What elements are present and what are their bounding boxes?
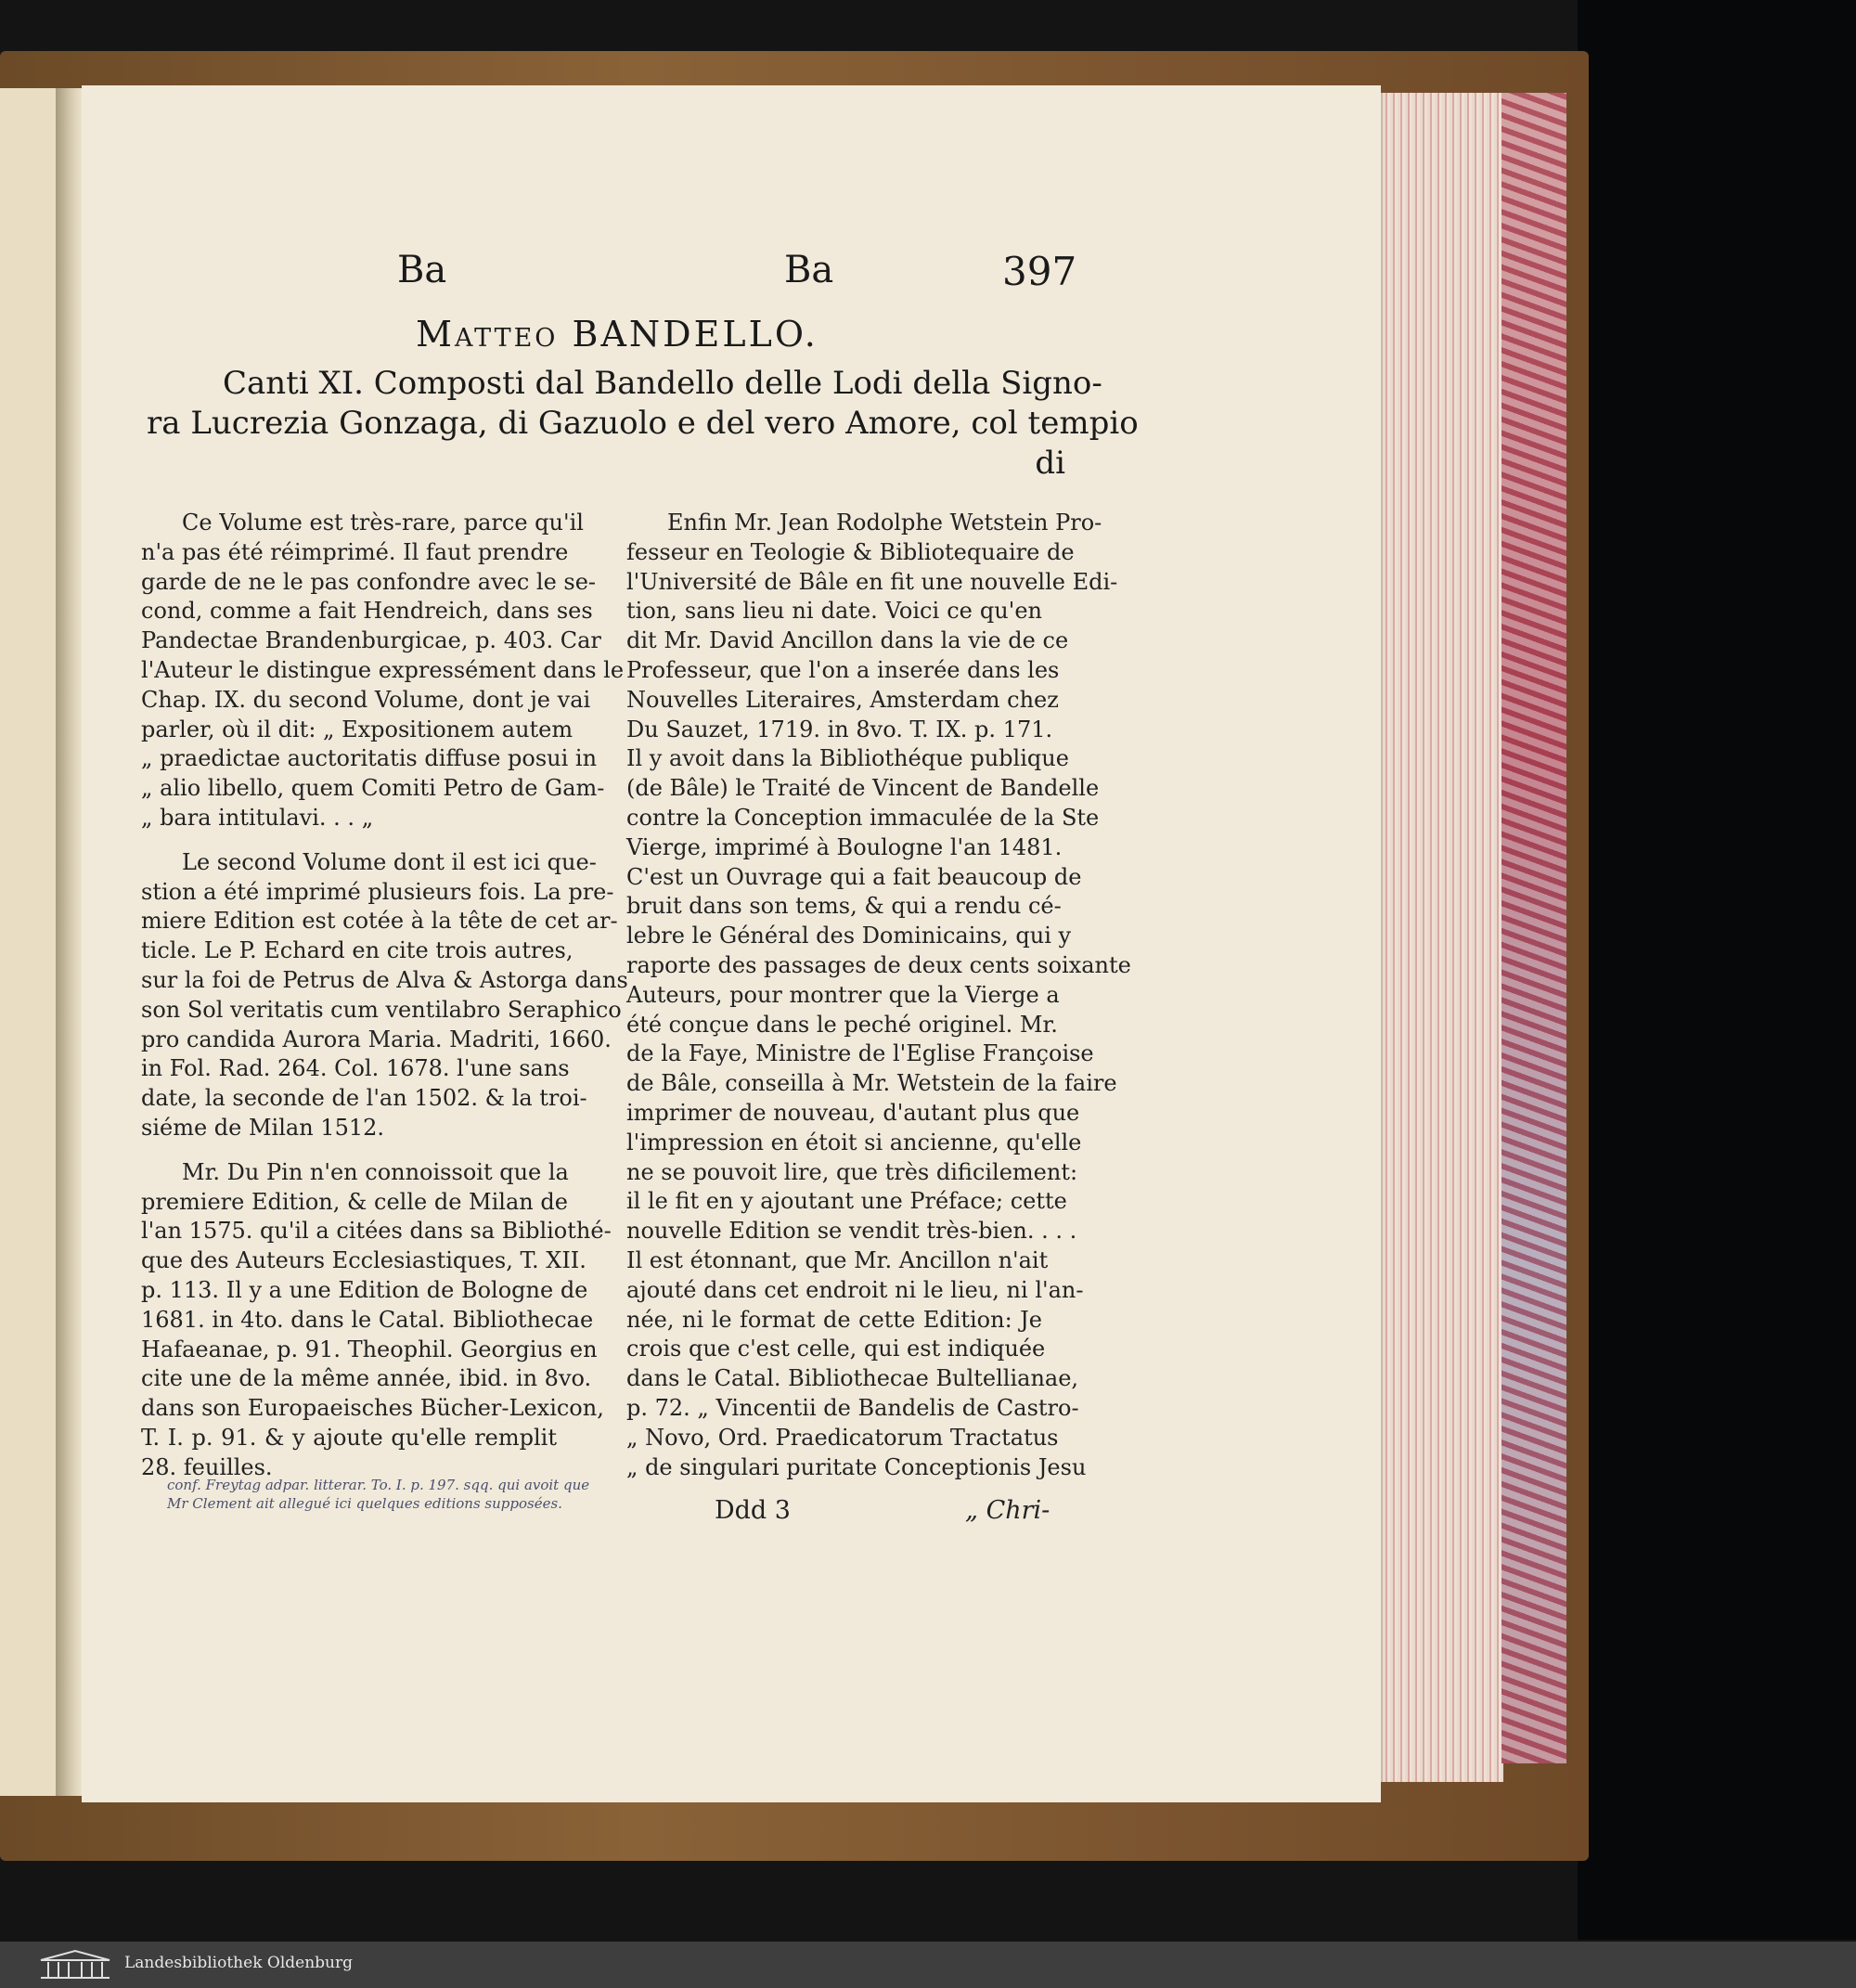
text-line: dans le Catal. Bibliothecae Bultellianae,	[626, 1365, 1079, 1392]
text-line: Il y avoit dans la Bibliothéque publique	[626, 745, 1069, 772]
text-line: miere Edition est cotée à la tête de cet ar-	[141, 908, 618, 935]
text-line: fesseur en Teologie & Bibliotequaire de	[626, 538, 1075, 565]
text-line: Enfin Mr. Jean Rodolphe Wetstein Pro-	[667, 510, 1102, 536]
text-line: siéme de Milan 1512.	[141, 1114, 385, 1141]
text-line: parler, où il dit: „ Expositionem autem	[141, 716, 574, 742]
text-line: „ praedictae auctoritatis diffuse posui in	[141, 745, 598, 772]
entry-title	[399, 314, 835, 355]
text-line: l'an 1575. qu'il a citées dans sa Bibliothé-	[141, 1218, 612, 1245]
text-line: sur la foi de Petrus de Alva & Astorga dans	[141, 966, 628, 993]
text-line: été conçue dans le peché originel. Mr.	[626, 1011, 1058, 1038]
text-line: C'est un Ouvrage qui a fait beaucoup de	[626, 863, 1082, 890]
page-number: 397	[1002, 249, 1077, 294]
text-line: l'Université de Bâle en fit une nouvelle Edi-	[626, 568, 1118, 595]
text-line: Du Sauzet, 1719. in 8vo. T. IX. p. 171.	[626, 716, 1053, 742]
text-line: Il est étonnant, que Mr. Ancillon n'ait	[626, 1246, 1049, 1273]
text-line: „ Novo, Ord. Praedicatorum Tractatus	[626, 1424, 1059, 1451]
text-line: l'impression en étoit si ancienne, qu'elle	[626, 1129, 1082, 1155]
text-line: nouvelle Edition se vendit très-bien. . . .	[626, 1218, 1077, 1245]
running-head-center: Ba	[784, 249, 834, 291]
text-line: Le second Volume dont il est ici que-	[182, 848, 597, 875]
text-line: pro candida Aurora Maria. Madriti, 1660.	[141, 1026, 612, 1052]
title-last-name: BANDELLO.	[572, 314, 818, 355]
text-line: ajouté dans cet endroit ni le lieu, ni l'an-	[626, 1276, 1084, 1303]
text-line: Auteurs, pour montrer que la Vierge a	[626, 981, 1060, 1008]
text-line: premiere Edition, & celle de Milan de	[141, 1188, 568, 1215]
text-line: bruit dans son tems, & qui a rendu cé-	[626, 893, 1062, 920]
text-line: de Bâle, conseilla à Mr. Wetstein de la faire	[626, 1070, 1117, 1097]
catchword: „ Chri-	[965, 1496, 1050, 1525]
book-gutter	[56, 88, 84, 1796]
text-line: Nouvelles Literaires, Amsterdam chez	[626, 686, 1059, 713]
page-edges	[1381, 93, 1503, 1782]
text-line: cite une de la même année, ibid. in 8vo.	[141, 1365, 592, 1392]
marbled-endpaper	[1502, 93, 1572, 1763]
text-line: imprimer de nouveau, d'autant plus que	[626, 1099, 1080, 1126]
entry-intro	[147, 364, 1139, 484]
text-line: dans son Europaeisches Bücher-Lexicon,	[141, 1395, 604, 1422]
text-line: p. 113. Il y a une Edition de Bologne de	[141, 1276, 588, 1303]
text-line: 1681. in 4to. dans le Catal. Bibliothecae	[141, 1306, 594, 1333]
dark-background	[1578, 0, 1856, 1940]
footer-bar	[0, 1942, 1856, 1988]
text-line: cond, comme a fait Hendreich, dans ses	[141, 598, 593, 625]
text-line: crois que c'est celle, qui est indiquée	[626, 1336, 1046, 1362]
text-line: de la Faye, Ministre de l'Eglise Françoise	[626, 1040, 1094, 1067]
text-line: dit Mr. David Ancillon dans la vie de ce	[626, 627, 1069, 654]
running-head-left: Ba	[397, 249, 447, 291]
text-line: Hafaeanae, p. 91. Theophil. Georgius en	[141, 1336, 598, 1362]
text-line: Vierge, imprimé à Boulogne l'an 1481.	[626, 833, 1063, 860]
text-line: T. I. p. 91. & y ajoute qu'elle remplit	[141, 1424, 557, 1451]
text-line: ticle. Le P. Echard en cite trois autres,	[141, 937, 574, 964]
library-name[interactable]: Landesbibliothek Oldenburg	[124, 1954, 354, 1972]
text-line: il le fit en y ajoutant une Préface; cette	[626, 1188, 1067, 1215]
left-column	[141, 509, 628, 1483]
text-line: raporte des passages de deux cents soixante	[626, 951, 1131, 978]
text-line: Mr. Du Pin n'en connoissoit que la	[182, 1158, 569, 1185]
text-line: n'a pas été réimprimé. Il faut prendre	[141, 538, 569, 565]
text-line: (de Bâle) le Traité de Vincent de Bandelle	[626, 775, 1100, 802]
text-line: „ de singulari puritate Conceptionis Jesu	[626, 1453, 1087, 1480]
intro-line: di	[1035, 445, 1065, 482]
signature-mark: Ddd 3	[715, 1496, 791, 1525]
left-page-edge	[0, 88, 60, 1796]
text-line: „ alio libello, quem Comiti Petro de Gam-	[141, 775, 605, 802]
text-line: Pandectae Brandenburgicae, p. 403. Car	[141, 627, 601, 654]
text-line: 28. feuilles.	[141, 1453, 273, 1480]
text-line: „ bara intitulavi. . . „	[141, 804, 374, 831]
text-line: in Fol. Rad. 264. Col. 1678. l'une sans	[141, 1055, 570, 1082]
text-line: Professeur, que l'on a inserée dans les	[626, 656, 1060, 683]
text-line: que des Auteurs Ecclesiastiques, T. XII.	[141, 1247, 586, 1274]
text-line: tion, sans lieu ni date. Voici ce qu'en	[626, 598, 1042, 625]
text-line: née, ni le format de cette Edition: Je	[626, 1306, 1042, 1333]
handwritten-note: conf. Freytag adpar. litterar. To. I. p. 197. sqq. qui avoit que Mr Clement ait allegué ici quelques editions supposées.	[167, 1477, 590, 1512]
text-line: date, la seconde de l'an 1502. & la troi-	[141, 1085, 587, 1112]
right-column	[626, 509, 1131, 1482]
intro-line: ra Lucrezia Gonzaga, di Gazuolo e del vero Amore, col tempio	[147, 405, 1139, 442]
library-building-icon	[37, 1949, 113, 1981]
title-first-name: Matteo	[416, 314, 559, 355]
intro-line: Canti XI. Composti dal Bandello delle Lodi della Signo-	[223, 365, 1102, 402]
text-line: Chap. IX. du second Volume, dont je vai	[141, 686, 591, 713]
text-line: Ce Volume est très-rare, parce qu'il	[182, 510, 584, 536]
text-line: ne se pouvoit lire, que très dificilement:	[626, 1158, 1078, 1185]
text-line: lebre le Général des Dominicains, qui y	[626, 923, 1072, 949]
text-line: contre la Conception immaculée de la Ste	[626, 804, 1100, 831]
text-line: garde de ne le pas confondre avec le se-	[141, 568, 597, 595]
text-line: son Sol veritatis cum ventilabro Seraphico	[141, 996, 622, 1023]
text-line: p. 72. „ Vincentii de Bandelis de Castro-	[626, 1394, 1079, 1421]
text-line: l'Auteur le distingue expressément dans le	[141, 656, 625, 683]
text-line: stion a été imprimé plusieurs fois. La pre-	[141, 878, 614, 905]
